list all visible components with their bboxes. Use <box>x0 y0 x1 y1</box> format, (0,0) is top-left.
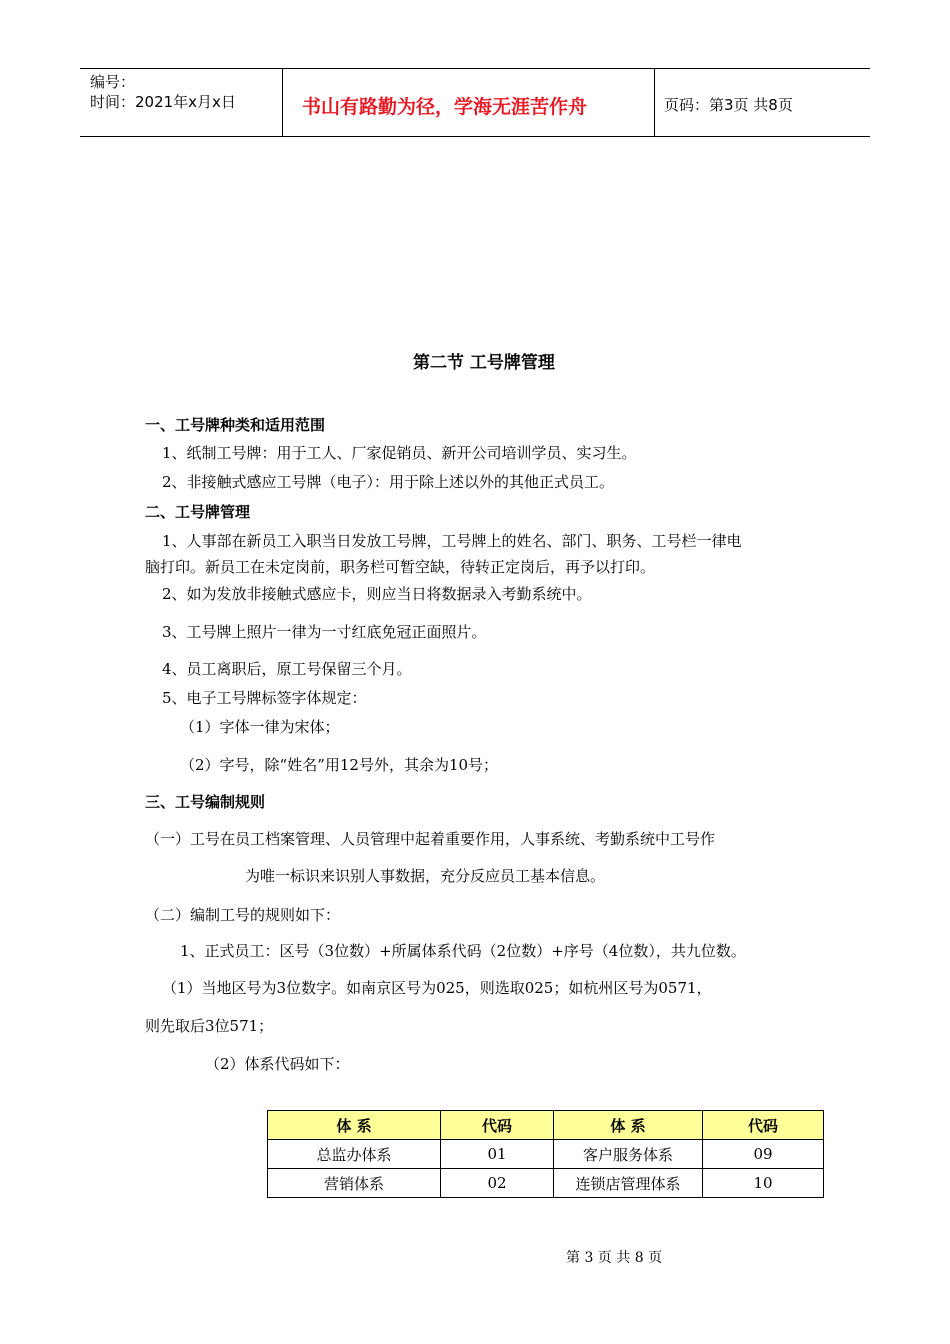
table-cell: 营销体系 <box>268 1169 441 1198</box>
table-header-row <box>268 1111 824 1140</box>
section3-rule1-sub2: （2）体系代码如下： <box>205 1055 350 1073</box>
section2-item-2: 2、如为发放非接触式感应卡，则应当日将数据录入考勤系统中。 <box>162 585 592 603</box>
page-title: 第二节 工号牌管理 <box>413 353 555 373</box>
system-code-table <box>267 1110 824 1198</box>
section1-item-2: 2、非接触式感应工号牌（电子）：用于除上述以外的其他正式员工。 <box>162 473 615 491</box>
table-cell: 02 <box>441 1169 554 1198</box>
header-number-label: 编号： <box>90 73 136 91</box>
section3-p2: （二）编制工号的规则如下： <box>145 906 341 924</box>
table-cell: 10 <box>703 1169 824 1198</box>
section2-sub-1: （1）字体一律为宋体； <box>180 718 340 736</box>
section2-item-4: 4、员工离职后，原工号保留三个月。 <box>162 660 412 678</box>
table-row <box>268 1140 824 1169</box>
table-cell: 09 <box>703 1140 824 1169</box>
page-footer: 第 3 页 共 8 页 <box>566 1250 663 1266</box>
table-cell: 总监办体系 <box>268 1140 441 1169</box>
table-header-cell: 体 系 <box>554 1111 703 1140</box>
header-motto: 书山有路勤为径，学海无涯苦作舟 <box>302 96 588 118</box>
section2-item-5: 5、电子工号牌标签字体规定： <box>162 689 367 707</box>
section2-heading: 二、工号牌管理 <box>145 503 251 521</box>
section2-item1-line2: 脑打印。新员工在未定岗前，职务栏可暂空缺，待转正定岗后，再予以打印。 <box>145 558 656 576</box>
section3-rule-1: 1、正式员工：区号（3位数）+所属体系代码（2位数）+序号（4位数），共九位数。 <box>180 942 746 960</box>
section2-item-3: 3、工号牌上照片一律为一寸红底免冠正面照片。 <box>162 623 487 641</box>
table-row <box>268 1169 824 1198</box>
section2-sub-2: （2）字号，除“姓名”用12号外，其余为10号； <box>180 756 499 774</box>
header-bottom-rule <box>80 136 870 137</box>
header-divider-right <box>654 68 655 136</box>
header-page-label: 页码：第3页 共8页 <box>664 96 793 114</box>
table-header-cell: 体 系 <box>268 1111 441 1140</box>
table-cell: 连锁店管理体系 <box>554 1169 703 1198</box>
header-divider-left <box>282 68 283 136</box>
table-header-cell: 代码 <box>703 1111 824 1140</box>
section1-item-1: 1、纸制工号牌：用于工人、厂家促销员、新开公司培训学员、实习生。 <box>162 444 637 462</box>
section3-rule1-sub1-line1: （1）当地区号为3位数字。如南京区号为025，则选取025；如杭州区号为0571， <box>162 979 712 997</box>
table-cell: 01 <box>441 1140 554 1169</box>
table-header-cell: 代码 <box>441 1111 554 1140</box>
section3-rule1-sub1-line2: 则先取后3位571； <box>145 1017 274 1035</box>
section3-heading: 三、工号编制规则 <box>145 793 266 811</box>
section1-heading: 一、工号牌种类和适用范围 <box>145 416 326 434</box>
section2-item1-line1: 1、人事部在新员工入职当日发放工号牌，工号牌上的姓名、部门、职务、工号栏一律电 <box>162 532 742 550</box>
header-top-rule <box>80 68 870 69</box>
header-date-label: 时间：2021年x月x日 <box>90 93 236 111</box>
section3-p1-line1: （一）工号在员工档案管理、人员管理中起着重要作用，人事系统、考勤系统中工号作 <box>145 830 716 848</box>
section3-p1-line2: 为唯一标识来识别人事数据，充分反应员工基本信息。 <box>245 867 606 885</box>
table-cell: 客户服务体系 <box>554 1140 703 1169</box>
